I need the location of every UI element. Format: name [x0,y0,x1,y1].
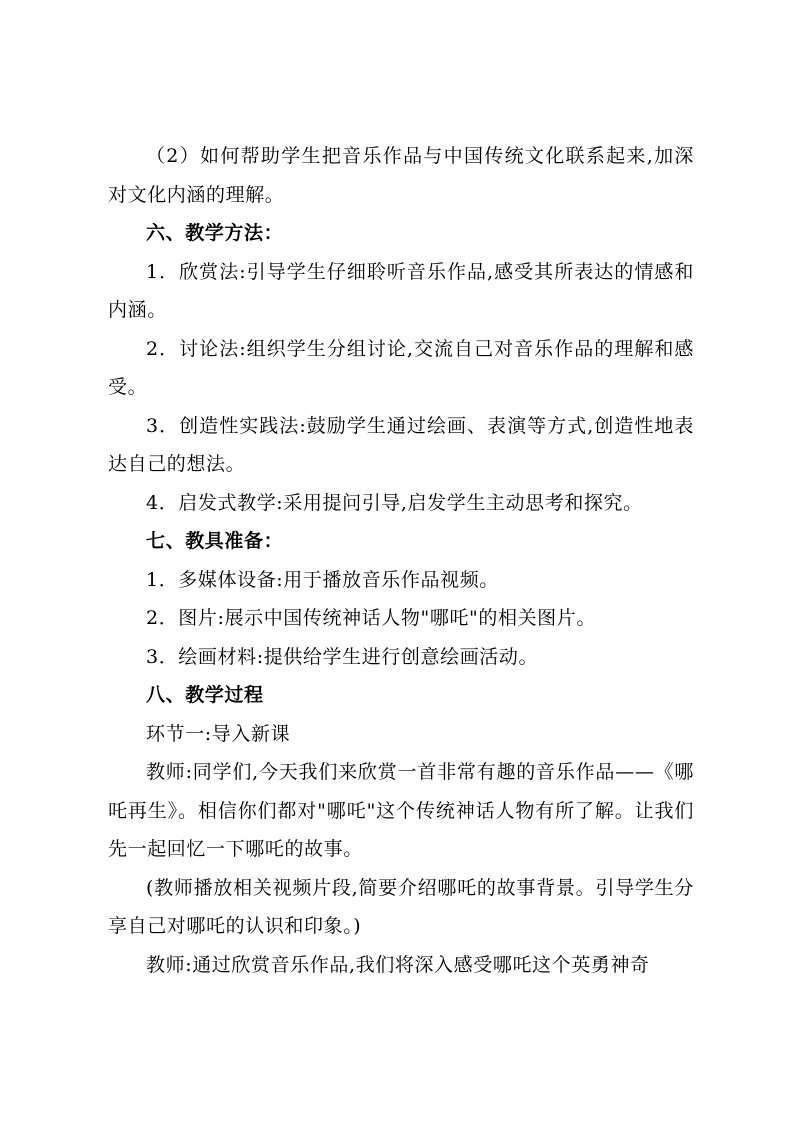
paragraph-method-3: 3．创造性实践法:鼓励学生通过绘画、表演等方式,创造性地表达自己的想法。 [108,414,694,475]
paragraph-aid-2: 2．图片:展示中国传统神话人物"哪吒"的相关图片。 [146,607,596,629]
paragraph-aid-1: 1．多媒体设备:用于播放音乐作品视频。 [146,568,499,591]
paragraph-teacher-intro: 教师:同学们,今天我们来欣赏一首非常有趣的音乐作品——《哪吒再生》。相信你们都对"哪吒"这个传统神话人物有所了解。让我们先一起回忆一下哪吒的故事。 [108,761,694,860]
paragraph-method-1: 1．欣赏法:引导学生仔细聆听音乐作品,感受其所表达的情感和内涵。 [108,260,694,321]
paragraph-aid-3: 3．绘画材料:提供给学生进行创意绘画活动。 [146,645,539,668]
section-heading-teaching-aids: 七、教具准备： [146,530,284,552]
paragraph-teacher-continue: 教师:通过欣赏音乐作品,我们将深入感受哪吒这个英勇神奇 [146,953,650,976]
paragraph-teacher-action: (教师播放相关视频片段,简要介绍哪吒的故事背景。引导学生分享自己对哪吒的认识和印象。) [108,876,694,937]
section-heading-teaching-methods: 六、教学方法： [146,222,284,244]
document-body [108,137,694,984]
paragraph-difficulty-2: （2）如何帮助学生把音乐作品与中国传统文化联系起来,加深对文化内涵的理解。 [108,145,694,206]
section-heading-teaching-process: 八、教学过程 [146,684,264,706]
paragraph-method-4: 4．启发式教学:采用提问引导,启发学生主动思考和探究。 [146,491,643,514]
paragraph-method-2: 2．讨论法:组织学生分组讨论,交流自己对音乐作品的理解和感受。 [108,337,694,398]
paragraph-step-1-title: 环节一:导入新课 [146,722,291,745]
